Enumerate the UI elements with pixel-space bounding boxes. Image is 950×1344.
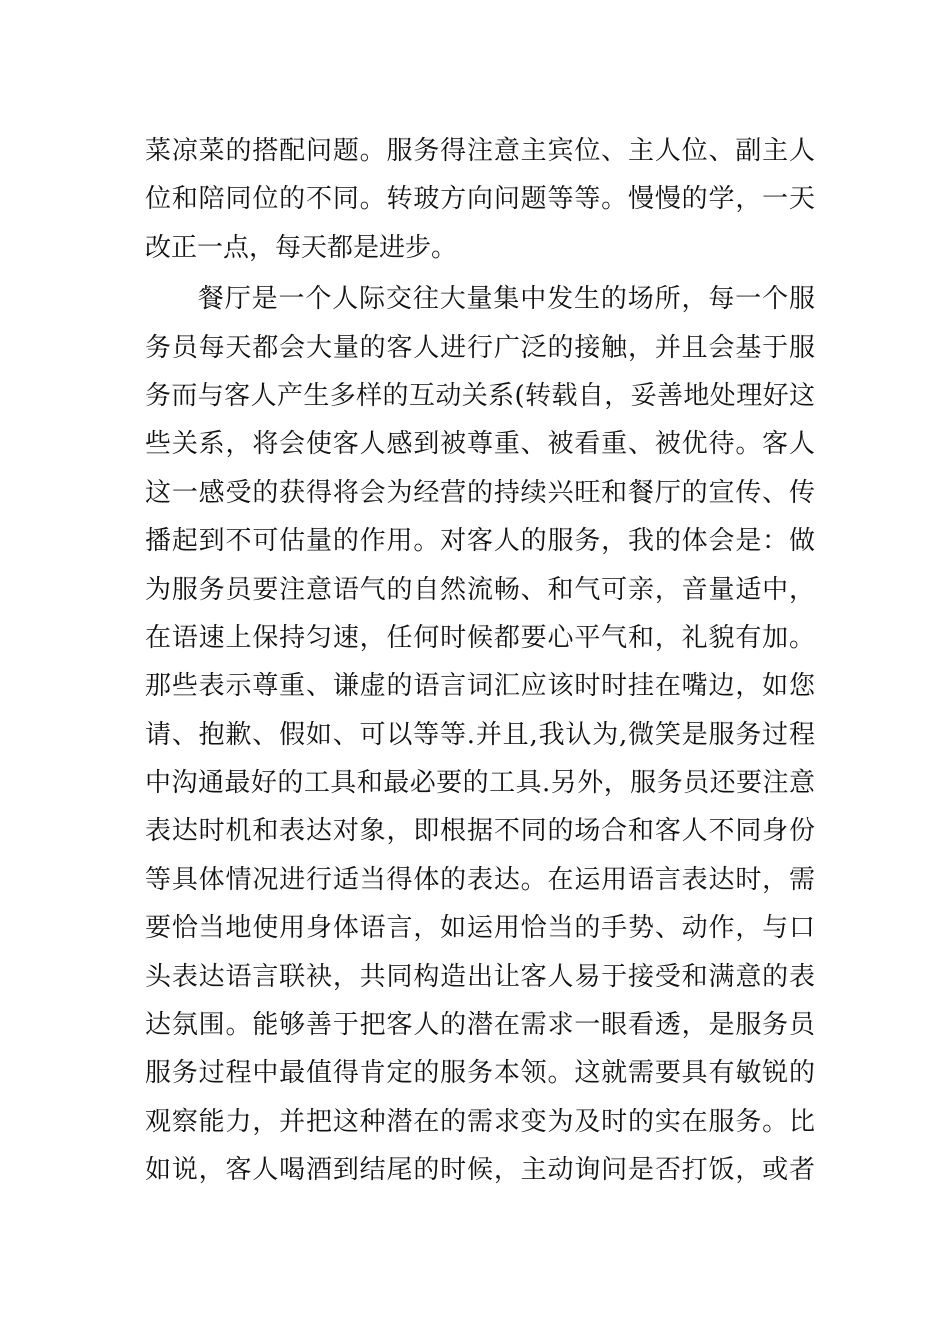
paragraph-line: 菜凉菜的搭配问题。服务得注意主宾位、主人位、副主人 [145, 136, 815, 166]
paragraph-line: 服务过程中最值得肯定的服务本领。这就需要具有敏锐的 [145, 1058, 815, 1089]
paragraph-line: 中沟通最好的工具和最必要的工具.另外，服务员还要注意 [145, 768, 815, 799]
paragraph-line: 等具体情况进行适当得体的表达。在运用语言表达时，需 [145, 864, 815, 895]
paragraph-line: 在语速上保持匀速，任何时候都要心平气和，礼貌有加。 [145, 622, 815, 653]
paragraph-line: 观察能力，并把这种潜在的需求变为及时的实在服务。比 [145, 1106, 815, 1137]
paragraph-line: 请、抱歉、假如、可以等等.并且,我认为,微笑是服务过程 [145, 719, 815, 750]
paragraph-line: 如说，客人喝酒到结尾的时候，主动询问是否打饭，或者 [145, 1155, 815, 1186]
paragraph-line: 播起到不可估量的作用。对客人的服务，我的体会是：做 [145, 526, 815, 557]
paragraph-first-line [145, 275, 815, 323]
paragraph-line: 位和陪同位的不同。转玻方向问题等等。慢慢的学，一天 [145, 184, 815, 215]
paragraph-line: 些关系，将会使客人感到被尊重、被看重、被优待。客人 [145, 429, 815, 460]
paragraph-line: 为服务员要注意语气的自然流畅、和气可亲，音量适中， [145, 574, 815, 605]
paragraph-line-text: 餐厅是一个人际交往大量集中发生的场所，每一个服 [197, 284, 815, 315]
paragraph-line: 要恰当地使用身体语言，如运用恰当的手势、动作，与口 [145, 913, 815, 944]
paragraph-line: 表达时机和表达对象，即根据不同的场合和客人不同身份 [145, 816, 815, 847]
paragraph-line: 这一感受的获得将会为经营的持续兴旺和餐厅的宣传、传 [145, 477, 815, 508]
paragraph-line: 务而与客人产生多样的互动关系(转载自，妥善地处理好这 [145, 380, 815, 411]
paragraph-line: 达氛围。能够善于把客人的潜在需求一眼看透，是服务员 [145, 1010, 815, 1041]
body-text [145, 127, 815, 1195]
paragraph-line: 头表达语言联袂，共同构造出让客人易于接受和满意的表 [145, 961, 815, 992]
paragraph-line: 那些表示尊重、谦虚的语言词汇应该时时挂在嘴边，如您 [145, 671, 815, 702]
paragraph-line: 改正一点，每天都是进步。 [145, 232, 458, 263]
paragraph-line: 务员每天都会大量的客人进行广泛的接触，并且会基于服 [145, 332, 815, 363]
